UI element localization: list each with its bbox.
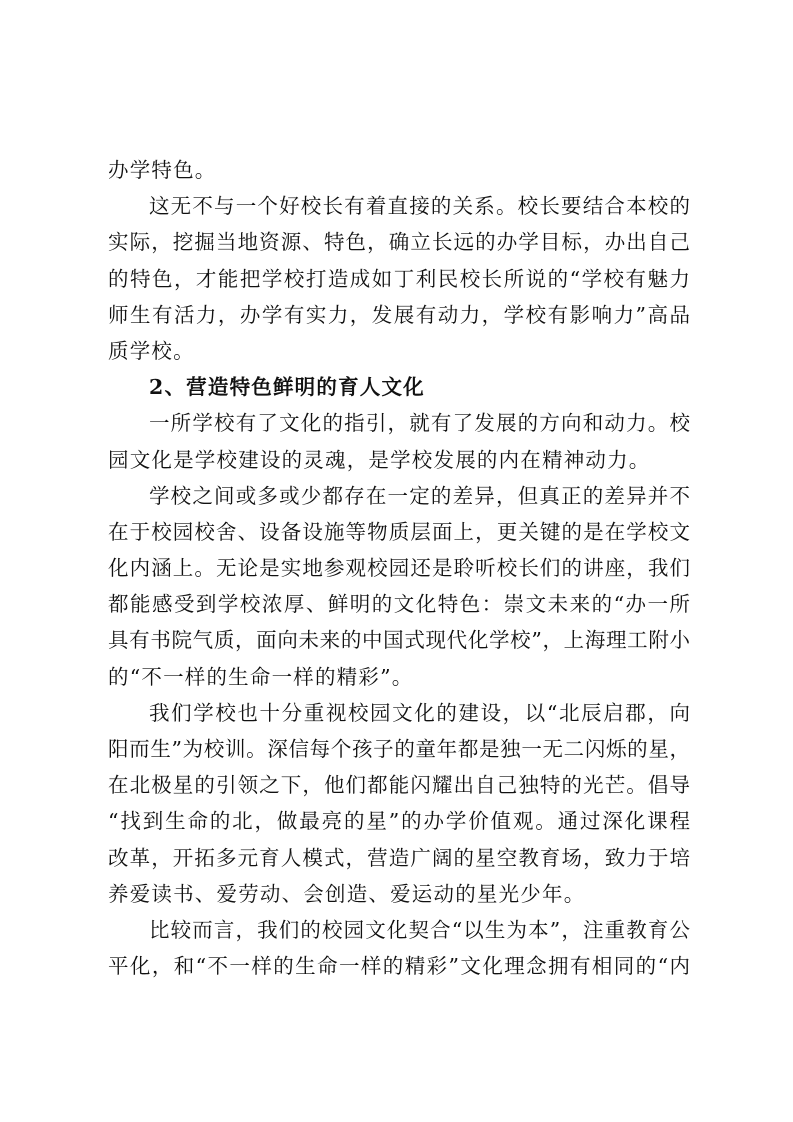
text-line: 师生有活力，办学有实力，发展有动力，学校有影响力”高品 — [108, 302, 690, 327]
text-line: 化内涵上。无论是实地参观校园还是聆听校长们的讲座，我们 — [108, 556, 690, 581]
text-line: 一所学校有了文化的指引，就有了发展的方向和动力。校 — [149, 411, 690, 436]
text-line: 养爱读书、爱劳动、会创造、爱运动的星光少年。 — [108, 881, 586, 906]
text-line: 比较而言，我们的校园文化契合“以生为本”，注重教育公 — [149, 917, 690, 942]
text-line: 办学特色。 — [108, 158, 217, 182]
text-line: 平化，和“不一样的生命一样的精彩”文化理念拥有相同的“内 — [108, 954, 690, 979]
text-line: 学校之间或多或少都存在一定的差异，但真正的差异并不 — [149, 483, 690, 508]
text-line: 阳而生”为校训。深信每个孩子的童年都是独一无二闪烁的星， — [108, 737, 690, 761]
text-line: 在于校园校舍、设备设施等物质层面上，更关键的是在学校文 — [108, 519, 690, 544]
text-line: 的“不一样的生命一样的精彩”。 — [108, 664, 414, 689]
text-line: 改革，开拓多元育人模式，营造广阔的星空教育场，致力于培 — [108, 845, 690, 870]
text-line: 的特色，才能把学校打造成如丁利民校长所说的“学校有魅力 — [108, 266, 690, 291]
document-body — [108, 152, 690, 984]
text-line: 我们学校也十分重视校园文化的建设，以“北辰启郡，向 — [149, 700, 690, 725]
text-line: “找到生命的北，做最亮的星”的办学价值观。通过深化课程 — [108, 809, 690, 834]
text-line: 园文化是学校建设的灵魂，是学校发展的内在精神动力。 — [108, 447, 651, 472]
text-line: 这无不与一个好校长有着直接的关系。校长要结合本校的 — [149, 194, 690, 219]
section-heading: 2、营造特色鲜明的育人文化 — [149, 375, 425, 400]
text-line: 在北极星的引领之下，他们都能闪耀出自己独特的光芒。倡导 — [108, 773, 690, 798]
text-line: 实际，挖掘当地资源、特色，确立长远的办学目标，办出自己 — [108, 230, 690, 255]
text-line: 具有书院气质，面向未来的中国式现代化学校”，上海理工附小 — [108, 628, 690, 653]
text-line: 都能感受到学校浓厚、鲜明的文化特色：崇文未来的“办一所 — [108, 592, 690, 617]
text-line: 质学校。 — [108, 338, 195, 363]
